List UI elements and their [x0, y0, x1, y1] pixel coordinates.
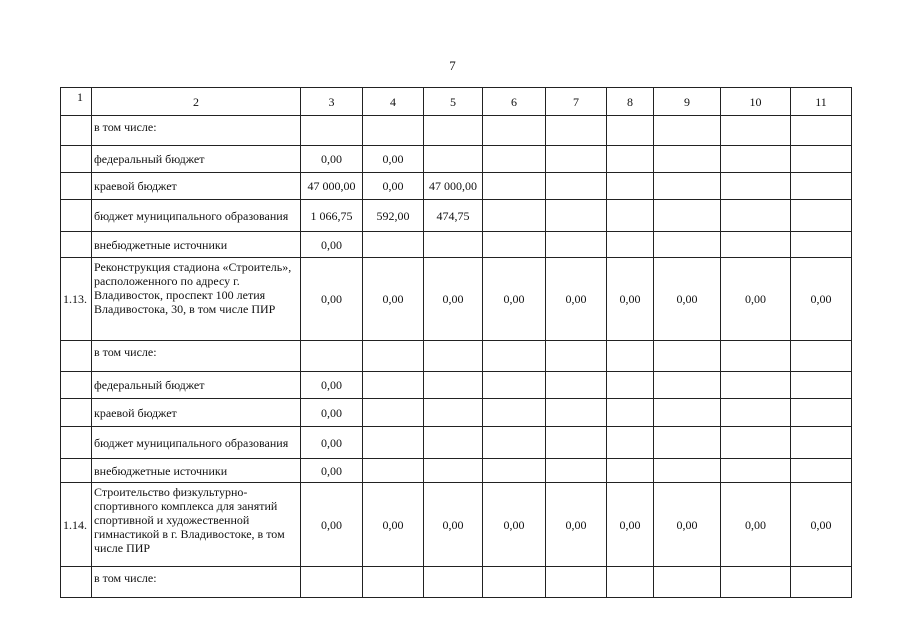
value-cell: 0,00 [301, 258, 363, 341]
description-cell: Строительство физкультурно-спортивного комплекса для занятий спортивной и художественной гимнастикой в г. Владивостоке, в том числе ПИР [92, 483, 301, 567]
value-cell [483, 173, 546, 200]
value-cell [791, 232, 852, 258]
page-number: 7 [449, 58, 456, 73]
item-number-cell [61, 232, 92, 258]
value-cell: 592,00 [363, 200, 424, 232]
table-row [61, 567, 852, 598]
value-cell: 0,00 [363, 146, 424, 173]
column-header: 8 [607, 88, 654, 116]
description-cell: в том числе: [92, 341, 301, 372]
value-cell [424, 567, 483, 598]
description-cell: внебюджетные источники [92, 232, 301, 258]
description-cell: федеральный бюджет [92, 146, 301, 173]
value-cell [546, 200, 607, 232]
value-cell [607, 427, 654, 459]
value-cell [424, 341, 483, 372]
item-number-cell [61, 173, 92, 200]
column-header: 9 [654, 88, 721, 116]
table-row [61, 459, 852, 483]
value-cell [654, 146, 721, 173]
value-cell [363, 427, 424, 459]
value-cell [607, 459, 654, 483]
value-cell [721, 567, 791, 598]
value-cell: 0,00 [301, 483, 363, 567]
value-cell [483, 146, 546, 173]
value-cell [483, 372, 546, 399]
value-cell: 0,00 [301, 459, 363, 483]
value-cell [483, 232, 546, 258]
value-cell [654, 399, 721, 427]
value-cell [721, 116, 791, 146]
value-cell: 0,00 [721, 483, 791, 567]
value-cell [546, 146, 607, 173]
description-cell: внебюджетные источники [92, 459, 301, 483]
value-cell [546, 459, 607, 483]
table-row [61, 427, 852, 459]
value-cell [424, 372, 483, 399]
value-cell: 0,00 [363, 258, 424, 341]
value-cell [607, 341, 654, 372]
table-row [61, 173, 852, 200]
column-header: 3 [301, 88, 363, 116]
value-cell [546, 372, 607, 399]
column-header: 1 [61, 88, 92, 116]
value-cell [546, 173, 607, 200]
column-header: 4 [363, 88, 424, 116]
value-cell [363, 116, 424, 146]
value-cell [363, 567, 424, 598]
value-cell [483, 200, 546, 232]
value-cell [721, 341, 791, 372]
value-cell [424, 399, 483, 427]
value-cell [721, 232, 791, 258]
header-row [61, 88, 852, 116]
column-header: 10 [721, 88, 791, 116]
description-cell: краевой бюджет [92, 173, 301, 200]
value-cell [721, 200, 791, 232]
value-cell [721, 459, 791, 483]
value-cell [721, 427, 791, 459]
description-cell: федеральный бюджет [92, 372, 301, 399]
value-cell: 0,00 [301, 146, 363, 173]
column-header: 7 [546, 88, 607, 116]
value-cell [363, 232, 424, 258]
description-cell: краевой бюджет [92, 399, 301, 427]
value-cell [607, 116, 654, 146]
description-cell: Реконструкция стадиона «Строитель», расположенного по адресу г. Владивосток, проспект 100 летия Владивостока, 30, в том числе ПИР [92, 258, 301, 341]
table-row [61, 146, 852, 173]
table-row [61, 258, 852, 341]
value-cell [607, 173, 654, 200]
value-cell [791, 567, 852, 598]
item-number-cell: 1.13. [61, 258, 92, 341]
table-row [61, 200, 852, 232]
value-cell: 0,00 [301, 372, 363, 399]
value-cell: 0,00 [721, 258, 791, 341]
description-cell: бюджет муниципального образования [92, 427, 301, 459]
value-cell [607, 200, 654, 232]
value-cell [791, 427, 852, 459]
description-cell: в том числе: [92, 116, 301, 146]
value-cell [654, 173, 721, 200]
value-cell [654, 427, 721, 459]
column-header: 5 [424, 88, 483, 116]
value-cell: 0,00 [546, 258, 607, 341]
value-cell [791, 200, 852, 232]
value-cell: 0,00 [791, 483, 852, 567]
value-cell: 0,00 [301, 399, 363, 427]
value-cell [791, 116, 852, 146]
value-cell [301, 341, 363, 372]
value-cell [607, 372, 654, 399]
value-cell [363, 372, 424, 399]
column-header: 11 [791, 88, 852, 116]
value-cell: 1 066,75 [301, 200, 363, 232]
value-cell [301, 116, 363, 146]
value-cell [424, 146, 483, 173]
item-number-cell [61, 427, 92, 459]
item-number-cell [61, 567, 92, 598]
value-cell [607, 232, 654, 258]
item-number-cell [61, 372, 92, 399]
budget-table [60, 87, 852, 598]
value-cell [791, 399, 852, 427]
value-cell [363, 399, 424, 427]
value-cell [546, 341, 607, 372]
value-cell [654, 116, 721, 146]
value-cell: 0,00 [607, 483, 654, 567]
value-cell: 0,00 [607, 258, 654, 341]
item-number-cell [61, 459, 92, 483]
column-header: 6 [483, 88, 546, 116]
value-cell: 0,00 [424, 483, 483, 567]
value-cell [721, 372, 791, 399]
value-cell: 0,00 [483, 483, 546, 567]
value-cell: 0,00 [791, 258, 852, 341]
value-cell [654, 200, 721, 232]
value-cell: 0,00 [363, 173, 424, 200]
value-cell: 0,00 [301, 427, 363, 459]
value-cell [483, 341, 546, 372]
value-cell [654, 232, 721, 258]
value-cell [654, 567, 721, 598]
description-cell: в том числе: [92, 567, 301, 598]
value-cell [546, 427, 607, 459]
value-cell: 0,00 [363, 483, 424, 567]
value-cell [654, 372, 721, 399]
item-number-cell [61, 200, 92, 232]
table-row [61, 399, 852, 427]
item-number-cell [61, 341, 92, 372]
value-cell [546, 567, 607, 598]
table-row [61, 483, 852, 567]
value-cell [483, 427, 546, 459]
value-cell [424, 427, 483, 459]
value-cell: 0,00 [654, 258, 721, 341]
value-cell: 0,00 [546, 483, 607, 567]
value-cell [654, 341, 721, 372]
table-row [61, 116, 852, 146]
item-number-cell [61, 146, 92, 173]
table-row [61, 341, 852, 372]
value-cell [791, 146, 852, 173]
value-cell: 0,00 [424, 258, 483, 341]
item-number-cell [61, 116, 92, 146]
value-cell: 0,00 [483, 258, 546, 341]
value-cell [607, 567, 654, 598]
table-row [61, 232, 852, 258]
value-cell [607, 399, 654, 427]
value-cell [791, 459, 852, 483]
value-cell [721, 146, 791, 173]
value-cell [546, 232, 607, 258]
value-cell: 0,00 [654, 483, 721, 567]
value-cell: 47 000,00 [424, 173, 483, 200]
value-cell [654, 459, 721, 483]
item-number-cell [61, 399, 92, 427]
value-cell: 47 000,00 [301, 173, 363, 200]
value-cell [791, 173, 852, 200]
value-cell [424, 459, 483, 483]
value-cell [546, 116, 607, 146]
value-cell: 0,00 [301, 232, 363, 258]
table-row [61, 372, 852, 399]
value-cell [301, 567, 363, 598]
description-cell: бюджет муниципального образования [92, 200, 301, 232]
value-cell [424, 232, 483, 258]
item-number-cell: 1.14. [61, 483, 92, 567]
value-cell [607, 146, 654, 173]
value-cell [546, 399, 607, 427]
value-cell [483, 567, 546, 598]
value-cell [791, 341, 852, 372]
value-cell [721, 173, 791, 200]
value-cell [721, 399, 791, 427]
value-cell [483, 116, 546, 146]
column-header: 2 [92, 88, 301, 116]
value-cell [424, 116, 483, 146]
value-cell [363, 459, 424, 483]
value-cell [363, 341, 424, 372]
value-cell [483, 459, 546, 483]
value-cell: 474,75 [424, 200, 483, 232]
value-cell [791, 372, 852, 399]
value-cell [483, 399, 546, 427]
